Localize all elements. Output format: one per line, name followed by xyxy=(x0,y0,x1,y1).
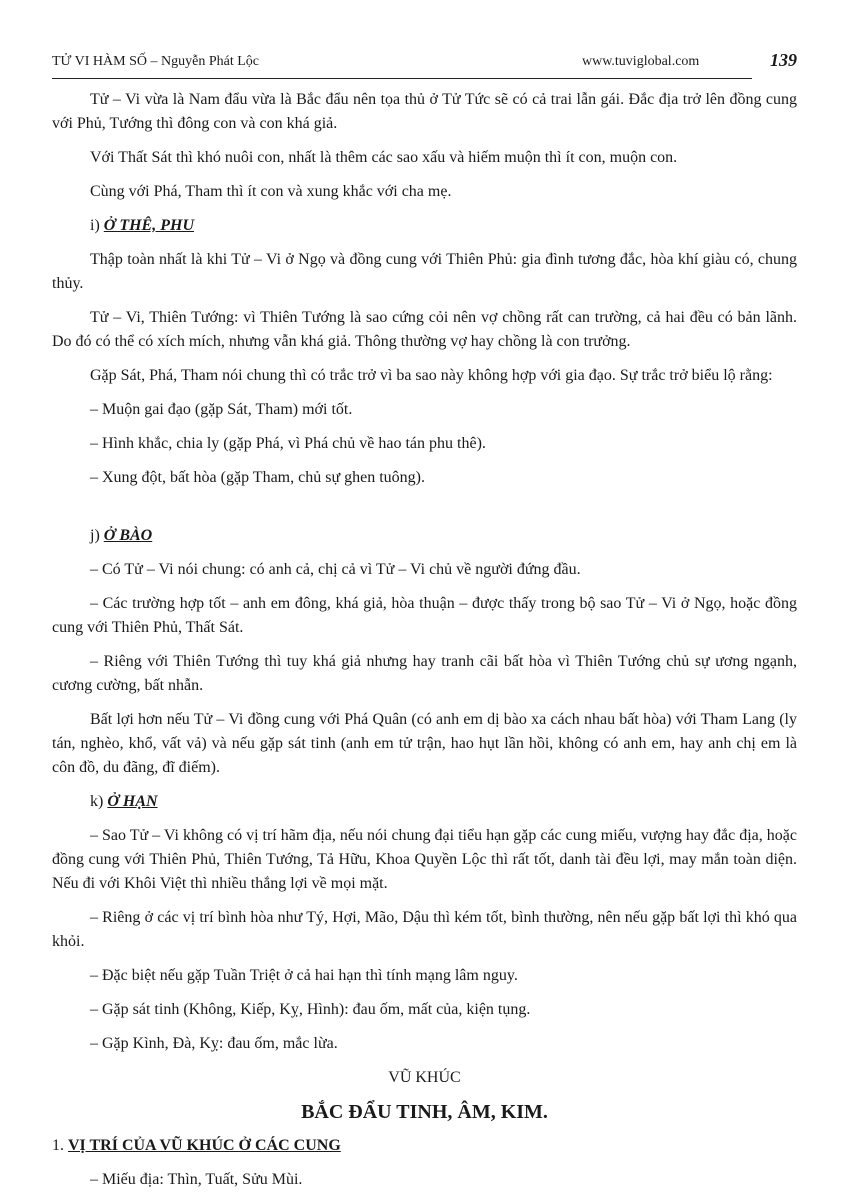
subheading-the-phu: i) Ở THÊ, PHU xyxy=(90,217,194,234)
page-header xyxy=(52,50,797,79)
bullet-item: – Gặp sát tinh (Không, Kiếp, Kỵ, Hình): đau ốm, mất của, kiện tụng. xyxy=(90,1001,531,1018)
bullet-item: – Đặc biệt nếu gặp Tuần Triệt ở cả hai hạn thì tính mạng lâm nguy. xyxy=(90,967,518,984)
bullet-item: – Xung đột, bất hòa (gặp Tham, chủ sự ghen tuông). xyxy=(90,469,425,486)
bullet-item: – Riêng ở các vị trí bình hòa như Tý, Hợi, Mão, Dậu thì kém tốt, bình thường, nên nếu gặp bất lợi thì khó qua khỏi. xyxy=(52,909,797,950)
star-name-heading: VŨ KHÚC xyxy=(388,1069,461,1086)
subheading-bao: j) Ở BÀO xyxy=(90,527,153,544)
paragraph: Gặp Sát, Phá, Tham nói chung thì có trắc trở vì ba sao này không hợp với gia đạo. Sự trắc trở biểu lộ rằng: xyxy=(90,367,773,384)
paragraph: Cùng với Phá, Tham thì ít con và xung khắc với cha mẹ. xyxy=(90,183,452,200)
bullet-item: – Gặp Kình, Đà, Kỵ: đau ốm, mắc lừa. xyxy=(90,1035,338,1052)
header-website: www.tuviglobal.com xyxy=(582,54,700,69)
subheading-han: k) Ở HẠN xyxy=(90,793,158,810)
bullet-item: – Hình khắc, chia ly (gặp Phá, vì Phá chủ về hao tán phu thê). xyxy=(90,435,486,452)
section-title: VỊ TRÍ CỦA VŨ KHÚC Ở CÁC CUNG xyxy=(68,1137,341,1154)
bullet-item: – Có Tử – Vi nói chung: có anh cả, chị cả vì Tử – Vi chủ về người đứng đầu. xyxy=(90,561,581,578)
paragraph: Với Thất Sát thì khó nuôi con, nhất là thêm các sao xấu và hiếm muộn thì ít con, muộn con. xyxy=(90,149,678,166)
page-number: 139 xyxy=(770,50,797,70)
star-description-heading: BẮC ĐẨU TINH, ÂM, KIM. xyxy=(301,1101,548,1123)
bullet-item: – Miếu địa: Thìn, Tuất, Sửu Mùi. xyxy=(90,1171,303,1188)
paragraph: Thập toàn nhất là khi Tử – Vi ở Ngọ và đồng cung với Thiên Phủ: gia đình tương đắc, hòa khí giàu có, chung thủy. xyxy=(52,251,797,292)
header-book-title: TỬ VI HÀM SỐ – Nguyễn Phát Lộc xyxy=(52,54,259,69)
paragraph: Tử – Vi, Thiên Tướng: vì Thiên Tướng là sao cứng cỏi nên vợ chồng rất can trường, cả hai đều có bản lãnh. Do đó có thể có xích mích, nhưng vẫn khá giả. Thông thường vợ hay chồng là con trưởng. xyxy=(52,309,797,350)
section-heading: 1. VỊ TRÍ CỦA VŨ KHÚC Ở CÁC CUNG xyxy=(52,1137,341,1154)
bullet-item: – Muộn gai đạo (gặp Sát, Tham) mới tốt. xyxy=(90,401,353,418)
subheading-title: Ở BÀO xyxy=(103,527,153,544)
paragraph: Bất lợi hơn nếu Tử – Vi đồng cung với Phá Quân (có anh em dị bào xa cách nhau bất hòa) với Tham Lang (ly tán, nghèo, khổ, vất vả) và nếu gặp sát tinh (anh em tử trận, hao hụt lần hồi, không có anh em, hay anh chị em là côn đồ, du đãng, đĩ điếm). xyxy=(52,711,797,776)
subheading-title: Ở THÊ, PHU xyxy=(103,217,194,234)
bullet-item: – Các trường hợp tốt – anh em đông, khá giả, hòa thuận – được thấy trong bộ sao Tử – Vi ở Ngọ, hoặc đồng cung với Thiên Phủ, Thất Sát. xyxy=(52,595,797,636)
subheading-title: Ở HẠN xyxy=(107,793,158,810)
bullet-item: – Sao Tử – Vi không có vị trí hãm địa, nếu nói chung đại tiểu hạn gặp các cung miếu, vượng hay đắc địa, hoặc đồng cung với Thiên Phủ, Thiên Tướng, Tả Hữu, Khoa Quyền Lộc thì rất tốt, danh tài đều lợi, may mắn toàn diện. Nếu đi với Khôi Việt thì nhiều thắng lợi về mọi mặt. xyxy=(52,827,797,892)
bullet-item: – Riêng với Thiên Tướng thì tuy khá giả nhưng hay tranh cãi bất hòa vì Thiên Tướng chủ sự ương ngạnh, cương cường, bất nhẫn. xyxy=(52,653,797,694)
page-content xyxy=(52,88,797,1202)
paragraph: Tử – Vi vừa là Nam đẩu vừa là Bắc đẩu nên tọa thủ ở Tử Tức sẽ có cả trai lẫn gái. Đắc địa trở lên đồng cung với Phủ, Tướng thì đông con và con khá giả. xyxy=(52,91,797,132)
